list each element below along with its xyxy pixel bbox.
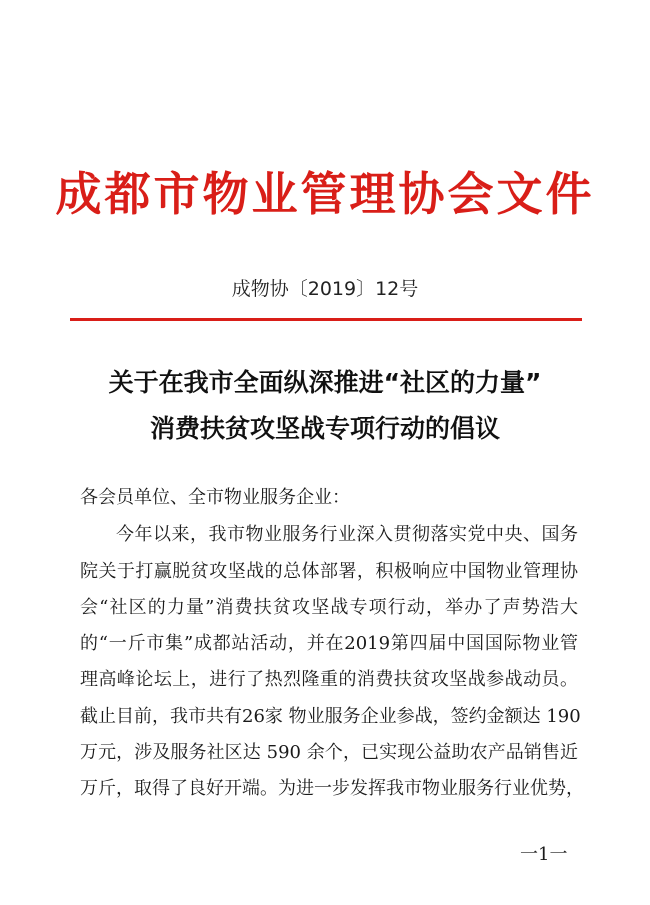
page-number: 一1一: [520, 844, 568, 865]
document-title-line-1: 关于在我市全面纵深推进“社区的力量”: [108, 368, 542, 397]
org-header-title: 成都市物业管理协会文件: [55, 167, 595, 221]
body-line-8: 万斤，取得了良好开端。为进一步发挥我市物业服务行业优势，: [80, 778, 584, 799]
body-line-3: 会“社区的力量”消费扶贫攻坚战专项行动，举办了声势浩大: [80, 597, 578, 618]
body-line-1: 今年以来，我市物业服务行业深入贯彻落实党中央、国务: [116, 524, 578, 545]
salutation: 各会员单位、全市物业服务企业：: [80, 487, 350, 508]
body-line-5: 理高峰论坛上，进行了热烈隆重的消费扶贫攻坚战参战动员。: [80, 669, 578, 690]
body-line-6: 截止目前，我市共有26家 物业服务企业参战，签约金额达 190: [80, 706, 581, 727]
red-divider-line: [70, 318, 582, 321]
body-line-4: 的“一斤市集”成都站活动，并在2019第四届中国国际物业管: [80, 633, 578, 654]
document-number: 成物协〔2019〕12号: [231, 278, 419, 300]
body-line-7: 万元，涉及服务社区达 590 余个，已实现公益助农产品销售近: [80, 742, 578, 763]
document-title-line-2: 消费扶贫攻坚战专项行动的倡议: [149, 414, 500, 443]
body-line-2: 院关于打赢脱贫攻坚战的总体部署，积极响应中国物业管理协: [80, 561, 578, 582]
